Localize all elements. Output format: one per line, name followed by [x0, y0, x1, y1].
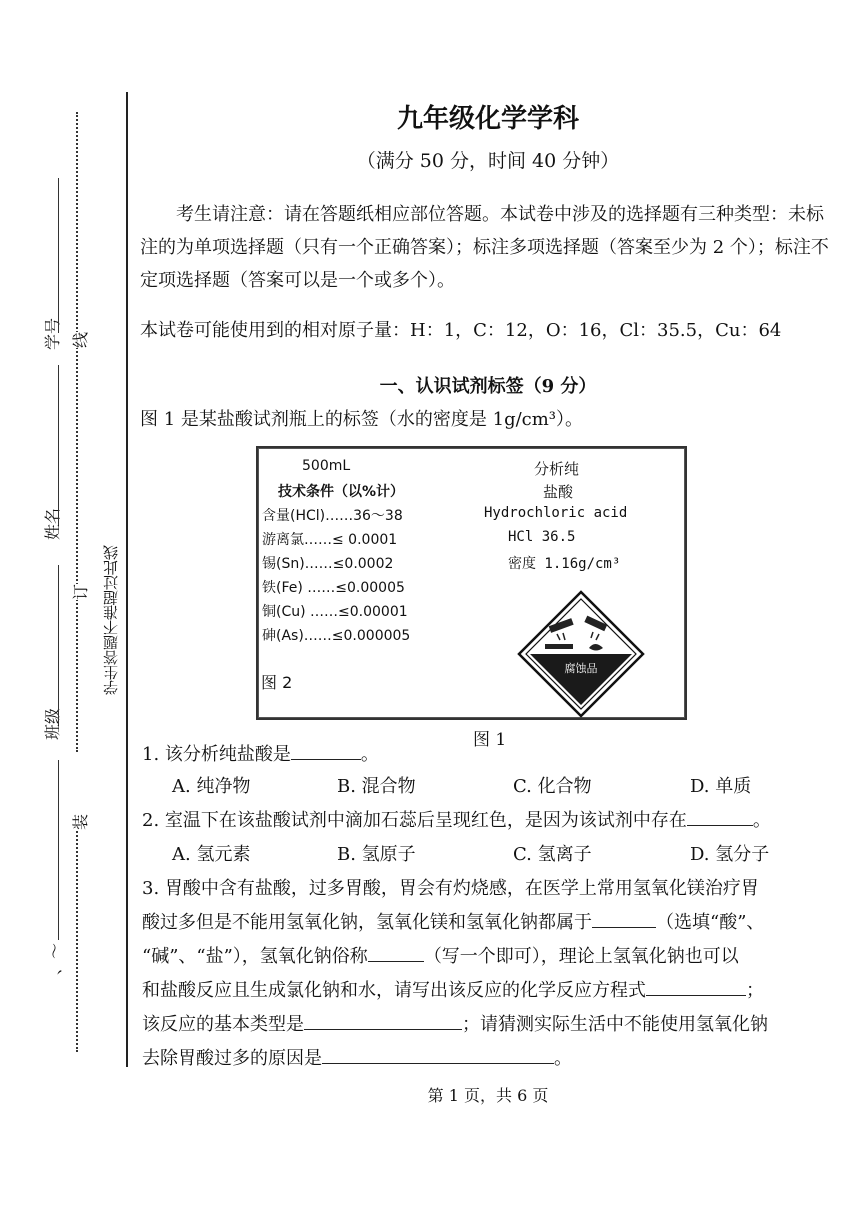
- question-1: [142, 740, 832, 766]
- q3-equation-blank[interactable]: [646, 977, 746, 996]
- label-density: 密度 1.16g/cm³: [508, 556, 621, 572]
- extra-blank: [58, 760, 59, 940]
- q3-line-6: [142, 1044, 832, 1070]
- label-spec-1: 含量(HCl)……36～38: [262, 508, 403, 524]
- reagent-label-figure: [256, 446, 687, 720]
- page-footer: 第 1 页，共 6 页: [427, 1086, 549, 1105]
- notice-text: 考生请注意：请在答题纸相应部位答题。本试卷中涉及的选择题有三种类型：未标注的为单项选择题（只有一个正确答案）；标注多项选择题（答案至少为 2 个）；标注不定项选择题（答案可以是一个或多个）。: [140, 204, 829, 291]
- q3-line2a: 酸过多但是不能用氢氧化钠，氢氧化镁和氢氧化钠都属于: [142, 912, 592, 933]
- label-spec-5: 铜(Cu) ……≤0.00001: [262, 604, 408, 620]
- q1-option-d: D. 单质: [690, 776, 752, 797]
- atomic-mass-line: 本试卷可能使用到的相对原子量：H：1，C：12，O：16，Cl：35.5，Cu：64: [140, 320, 782, 341]
- label-fig2: 图 2: [261, 673, 293, 692]
- q3-reason-blank[interactable]: [322, 1045, 554, 1064]
- label-spec-2: 游离氯……≤ 0.0001: [262, 532, 398, 548]
- name-label: 姓名: [43, 507, 62, 540]
- student-id-label: 学号: [43, 317, 62, 350]
- figure-caption: 图 1: [473, 730, 507, 750]
- q3-line-5: [142, 1010, 832, 1036]
- q3-line5b: ；请猜测实际生活中不能使用氢氧化钠: [462, 1014, 768, 1035]
- label-formula: HCl 36.5: [508, 529, 576, 545]
- section-intro: 图 1 是某盐酸试剂瓶上的标签（水的密度是 1g/cm³）。: [140, 409, 584, 430]
- q3-reaction-type-blank[interactable]: [304, 1011, 462, 1030]
- label-grade: 分析纯: [534, 460, 580, 478]
- q3-line3b: （写一个即可），理论上氢氧化钠也可以: [423, 946, 739, 967]
- bind-marker: 订: [68, 584, 91, 600]
- q3-line-4: [142, 976, 832, 1002]
- label-spec-6: 砷(As)……≤0.000005: [262, 628, 411, 644]
- name-blank: [58, 365, 59, 525]
- q3-line6b: 。: [554, 1048, 572, 1069]
- q1-stem: 1. 该分析纯盐酸是: [142, 744, 291, 765]
- no-write-warning: 学生答题不准超过此线: [102, 545, 120, 695]
- label-name-en: Hydrochloric acid: [484, 505, 628, 521]
- q1-end: 。: [360, 744, 379, 765]
- section-heading: 一、认识试剂标签（9 分）: [379, 376, 597, 397]
- label-tech-title: 技术条件（以%计）: [278, 484, 405, 500]
- q3-line-3: [142, 942, 832, 968]
- q1-option-b: B. 混合物: [337, 776, 416, 797]
- dotted-binding-line: [76, 112, 78, 752]
- q2-answer-blank[interactable]: [687, 807, 753, 826]
- label-volume: 500mL: [302, 458, 351, 474]
- q3-line3a: “碱”、“盐”），氢氧化钠俗称: [142, 946, 368, 967]
- dotted-binding-line-lower: [76, 820, 78, 1052]
- q1-answer-blank[interactable]: [291, 741, 361, 760]
- q1-option-c: C. 化合物: [513, 776, 592, 797]
- q3-category-blank[interactable]: [592, 909, 656, 928]
- exam-title: 九年级化学学科: [396, 104, 579, 134]
- class-blank: [58, 565, 59, 725]
- hazard-text: 腐蚀品: [564, 662, 598, 675]
- q3-line2b: （选填“酸”、: [656, 912, 765, 933]
- notice-paragraph: [140, 198, 830, 297]
- q2-option-d: D. 氢分子: [690, 844, 770, 865]
- student-id-blank: [58, 178, 59, 333]
- question-2: [142, 806, 832, 832]
- q2-option-b: B. 氢原子: [337, 844, 416, 865]
- label-name-cn: 盐酸: [543, 483, 574, 501]
- q2-option-c: C. 氢离子: [513, 844, 592, 865]
- margin-mark: 、〜: [45, 942, 64, 975]
- q3-line5a: 该反应的基本类型是: [142, 1014, 304, 1035]
- q1-option-a: A. 纯净物: [172, 776, 251, 797]
- corrosive-hazard-icon: [515, 588, 647, 720]
- class-label: 班级: [43, 707, 62, 740]
- q3-line-1: 3. 胃酸中含有盐酸，过多胃酸，胃会有灼烧感，在医学上常用氢氧化镁治疗胃: [142, 878, 759, 899]
- q3-line4a: 和盐酸反应且生成氯化钠和水，请写出该反应的化学反应方程式: [142, 980, 646, 1001]
- q3-line6a: 去除胃酸过多的原因是: [142, 1048, 322, 1069]
- exam-subtitle: （满分 50 分，时间 40 分钟）: [356, 150, 620, 172]
- label-spec-3: 锡(Sn)……≤0.0002: [262, 556, 394, 572]
- seal-marker: 装: [68, 814, 91, 830]
- q3-line-2: [142, 908, 832, 934]
- label-spec-4: 铁(Fe) ……≤0.00005: [262, 580, 405, 596]
- q2-end: 。: [752, 810, 771, 831]
- q2-option-a: A. 氢元素: [172, 844, 251, 865]
- q3-line4b: ；: [746, 980, 764, 1001]
- line-marker: 线: [68, 332, 91, 348]
- q3-common-name-blank[interactable]: [368, 943, 424, 962]
- q2-stem: 2. 室温下在该盐酸试剂中滴加石蕊后呈现红色，是因为该试剂中存在: [142, 810, 687, 831]
